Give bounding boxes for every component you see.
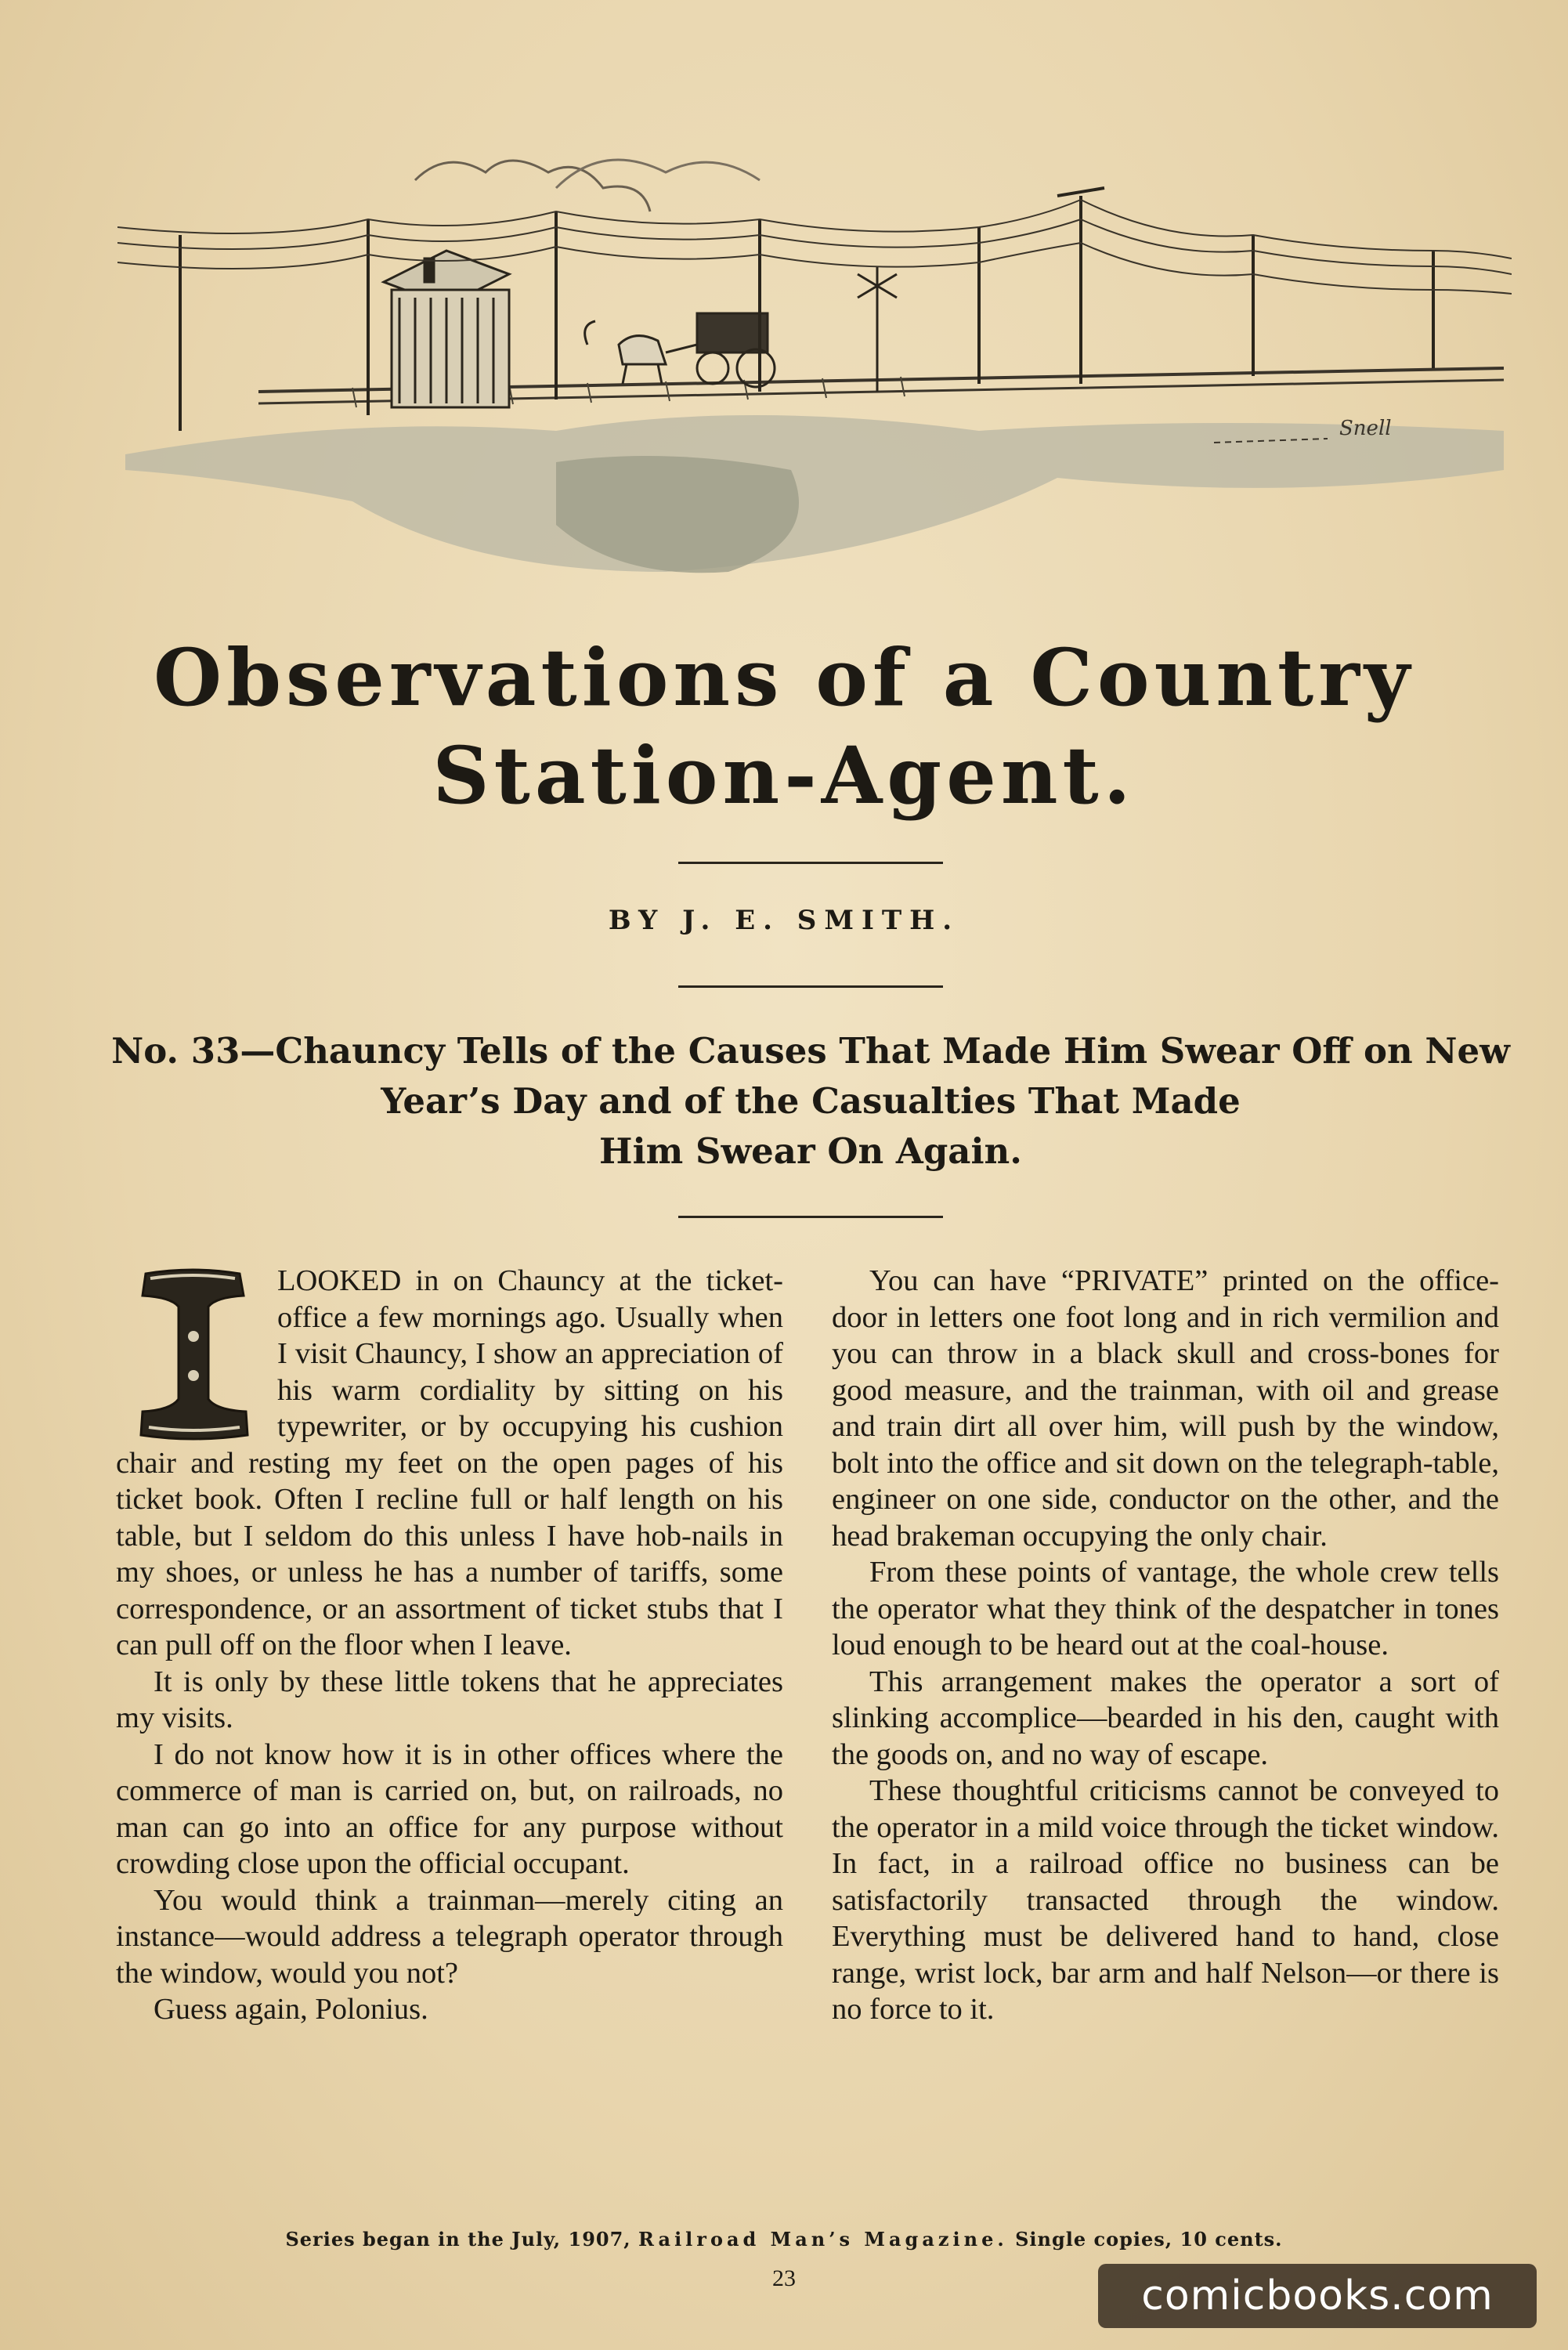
byline: BY J. E. SMITH. <box>608 905 960 936</box>
subtitle-line-1: No. 33—Chauncy Tells of the Causes That Made Him Swear Off on New <box>111 1030 1510 1072</box>
drop-cap-rail-initial-i <box>130 1266 255 1443</box>
series-note <box>0 2228 1568 2251</box>
article-title-line-2: Station-Agent. <box>432 729 1136 822</box>
svg-text:Snell: Snell <box>1339 417 1392 440</box>
subtitle-divider <box>678 1216 943 1218</box>
body-paragraph <box>116 1263 783 1664</box>
body-column-left <box>116 1263 783 2028</box>
body-column-right <box>832 1263 1499 2028</box>
body-paragraph: You can have “PRIVATE” printed on the office-door in letters one foot long and in rich vermilion and you can throw in a black skull and cross-bones for good measure, and the trainman, with oil and grease and train dirt all over him, will push by the window, bolt into the office and sit down on the telegraph-table, engineer on one side, conductor on the other, and the head brakeman occupying the only chair. <box>832 1264 1499 1553</box>
body-paragraph-text: LOOKED in on Chauncy at the ticket-office a few mornings ago. Usually when I visit Chauncy, I show an appreciation of his warm cordiality by sitting on his typewriter, or by occupying his cushion chair and resting my feet on the open pages of his ticket book. Often I recline full or half length on his table, but I seldom do this unless I have hob-nails in my shoes, or unless he has a number of tariffs, some correspondence, or an assortment of ticket stubs that I can pull off on the floor when I leave. <box>116 1264 783 1661</box>
subtitle-line-2: Year’s Day and of the Casualties That Made <box>381 1080 1241 1122</box>
series-prefix: Series began in the July, 1907, <box>285 2228 631 2251</box>
article-title-line-1: Observations of a Country <box>153 631 1415 724</box>
page-number: 23 <box>772 2265 796 2291</box>
byline-divider <box>678 985 943 988</box>
body-paragraph: From these points of vantage, the whole crew tells the operator what they think of the despatcher in tones loud enough to be heard out at the coal-house. <box>832 1556 1499 1661</box>
article-subtitle <box>110 1026 1512 1177</box>
site-watermark: comicbooks.com <box>1098 2264 1537 2328</box>
body-paragraph: Guess again, Polonius. <box>154 1993 428 2026</box>
country-station-drawing <box>117 133 1512 588</box>
rail-section-icon <box>130 1266 255 1443</box>
body-paragraph: This arrangement makes the operator a sort of slinking accomplice—bearded in his den, caught with the goods on, and no way of escape. <box>832 1665 1499 1771</box>
body-paragraph: These thoughtful criticisms cannot be conveyed to the operator in a mild voice through the ticket window. In fact, in a railroad office no business can be satisfactorily transacted through the window. Everything must be delivered hand to hand, close range, wrist lock, bar arm and half Nelson—or there is no force to it. <box>832 1774 1499 2026</box>
body-paragraph: You would think a trainman—merely citing an instance—would address a telegraph operator through the window, would you not? <box>116 1883 783 1990</box>
body-paragraph: I do not know how it is in other offices where the commerce of man is carried on, but, on railroads, no man can go into an office for any purpose without crowding close upon the official occupant. <box>116 1737 783 1880</box>
body-paragraph: It is only by these little tokens that he appreciates my visits. <box>116 1665 783 1734</box>
title-divider <box>678 862 943 864</box>
price-note: Single copies, 10 cents. <box>1015 2228 1283 2251</box>
header-illustration <box>117 133 1512 588</box>
magazine-name: Railroad Man’s Magazine. <box>638 2228 1008 2251</box>
subtitle-line-3: Him Swear On Again. <box>599 1130 1022 1172</box>
